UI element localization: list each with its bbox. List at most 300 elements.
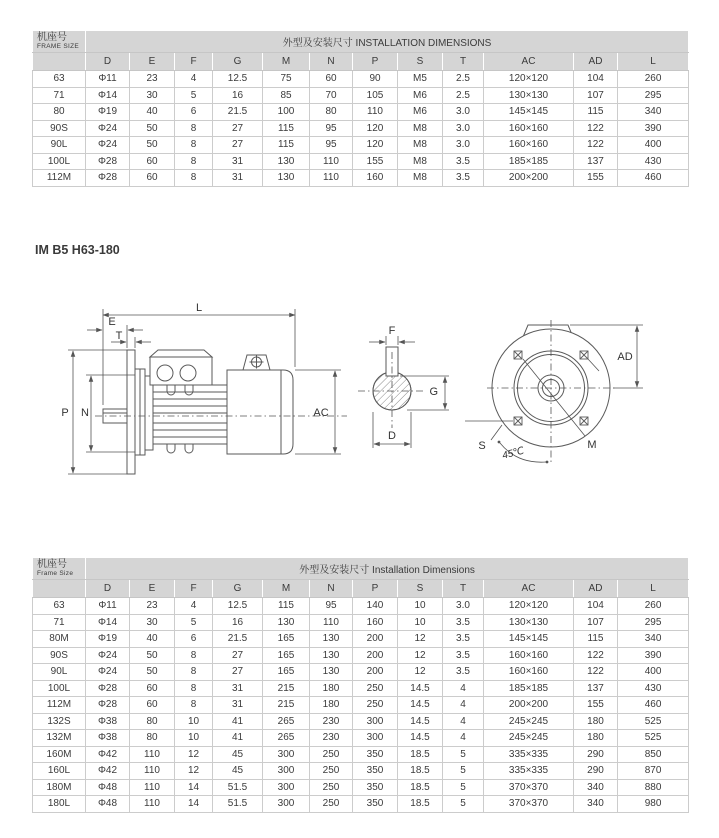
dim-cell: 107 bbox=[574, 87, 618, 104]
dim-cell: 85 bbox=[263, 87, 310, 104]
dim-cell: 12 bbox=[175, 763, 213, 780]
dim-cell: 180 bbox=[310, 697, 353, 714]
dim-cell: 31 bbox=[213, 697, 263, 714]
dim-cell: 80 bbox=[130, 730, 175, 747]
dim-cell: Φ28 bbox=[86, 170, 130, 187]
dim-cell: 45 bbox=[213, 746, 263, 763]
dim-cell: 95 bbox=[310, 598, 353, 615]
dim-cell: 300 bbox=[353, 730, 398, 747]
dim-label-AC: AC bbox=[313, 407, 329, 419]
frame-size-cell: 160L bbox=[33, 763, 86, 780]
dim-cell: 370×370 bbox=[484, 779, 574, 796]
dim-cell: 185×185 bbox=[484, 153, 574, 170]
dim-cell: Φ48 bbox=[86, 796, 130, 813]
dim-cell: 80 bbox=[310, 104, 353, 121]
dim-cell: 12.5 bbox=[213, 598, 263, 615]
dim-cell: 250 bbox=[310, 763, 353, 780]
dim-cell: 60 bbox=[130, 697, 175, 714]
dim-cell: 16 bbox=[213, 614, 263, 631]
dim-cell: 140 bbox=[353, 598, 398, 615]
dim-cell: 145×145 bbox=[484, 631, 574, 648]
dim-cell: 295 bbox=[618, 87, 689, 104]
dim-label-S: S bbox=[478, 440, 486, 452]
dim-cell: 14 bbox=[175, 779, 213, 796]
dim-cell: Φ24 bbox=[86, 664, 130, 681]
dim-cell: Φ28 bbox=[86, 697, 130, 714]
dim-cell: 110 bbox=[310, 614, 353, 631]
table-row bbox=[33, 170, 689, 187]
dim-cell: 31 bbox=[213, 170, 263, 187]
finned-body bbox=[153, 385, 227, 444]
bolt-hole bbox=[514, 417, 522, 425]
dim-cell: 4 bbox=[443, 713, 484, 730]
dim-cell: 870 bbox=[618, 763, 689, 780]
column-header-D: D bbox=[86, 53, 130, 71]
dim-cell: 3.5 bbox=[443, 647, 484, 664]
dim-cell: Φ28 bbox=[86, 680, 130, 697]
dim-cell: 110 bbox=[310, 153, 353, 170]
dim-cell: 290 bbox=[574, 746, 618, 763]
frame-size-cell: 90L bbox=[33, 664, 86, 681]
dim-cell: 10 bbox=[398, 598, 443, 615]
frame-size-cell: 71 bbox=[33, 614, 86, 631]
dim-cell: 31 bbox=[213, 153, 263, 170]
column-header-G: G bbox=[213, 53, 263, 71]
dim-cell: 130 bbox=[310, 664, 353, 681]
dim-cell: 300 bbox=[353, 713, 398, 730]
dim-cell: 5 bbox=[175, 87, 213, 104]
column-header-S: S bbox=[398, 53, 443, 71]
dim-cell: 40 bbox=[130, 631, 175, 648]
frame-size-cell: 90S bbox=[33, 120, 86, 137]
dim-cell: Φ19 bbox=[86, 104, 130, 121]
table-row bbox=[33, 71, 689, 88]
dim-cell: 110 bbox=[310, 170, 353, 187]
table-row bbox=[33, 87, 689, 104]
dim-cell: 115 bbox=[263, 598, 310, 615]
frame-size-header bbox=[33, 31, 86, 53]
table-row bbox=[33, 664, 689, 681]
dim-cell: 60 bbox=[130, 680, 175, 697]
table-row bbox=[33, 763, 689, 780]
dim-cell: 122 bbox=[574, 137, 618, 154]
dim-cell: 155 bbox=[353, 153, 398, 170]
dim-cell: 10 bbox=[175, 730, 213, 747]
dim-cell: 4 bbox=[175, 598, 213, 615]
dimensions-title: 外型及安装尺寸 Installation Dimensions bbox=[86, 558, 689, 580]
dim-cell: 45 bbox=[213, 763, 263, 780]
dim-cell: 340 bbox=[574, 796, 618, 813]
frame-size-header-cn: 机座号 bbox=[37, 558, 67, 570]
dim-cell: 104 bbox=[574, 598, 618, 615]
dim-cell: 14 bbox=[175, 796, 213, 813]
dim-cell: 95 bbox=[310, 137, 353, 154]
dim-label-D: D bbox=[388, 430, 396, 442]
dim-cell: 41 bbox=[213, 713, 263, 730]
dim-cell: 295 bbox=[618, 614, 689, 631]
dim-cell: 525 bbox=[618, 713, 689, 730]
dim-cell: 340 bbox=[618, 631, 689, 648]
dimension-table-bottom bbox=[32, 557, 689, 813]
frame-size-cell: 180L bbox=[33, 796, 86, 813]
dim-cell: 430 bbox=[618, 680, 689, 697]
dim-cell: 8 bbox=[175, 664, 213, 681]
dim-cell: 4 bbox=[443, 730, 484, 747]
dim-cell: 3.0 bbox=[443, 104, 484, 121]
dim-cell: Φ42 bbox=[86, 763, 130, 780]
bolt-hole bbox=[580, 351, 588, 359]
dim-cell: 12 bbox=[398, 664, 443, 681]
dim-cell: 260 bbox=[618, 598, 689, 615]
dim-cell: 200 bbox=[353, 664, 398, 681]
table-row bbox=[33, 614, 689, 631]
frame-size-header-cn: 机座号 bbox=[37, 31, 67, 43]
column-header-L: L bbox=[618, 53, 689, 71]
dim-cell: M6 bbox=[398, 104, 443, 121]
dim-cell: 30 bbox=[130, 614, 175, 631]
dim-cell: 200 bbox=[353, 647, 398, 664]
frame-size-header-en: FRAME SIZE bbox=[37, 42, 80, 50]
column-header-M: M bbox=[263, 53, 310, 71]
dim-cell: 200×200 bbox=[484, 170, 574, 187]
dim-cell: 21.5 bbox=[213, 104, 263, 121]
dim-cell: Φ24 bbox=[86, 120, 130, 137]
dim-cell: Φ11 bbox=[86, 598, 130, 615]
dim-cell: 50 bbox=[130, 647, 175, 664]
table-row bbox=[33, 730, 689, 747]
dim-cell: 115 bbox=[574, 104, 618, 121]
dim-cell: 60 bbox=[130, 170, 175, 187]
dim-cell: 230 bbox=[310, 713, 353, 730]
dim-cell: 130 bbox=[310, 647, 353, 664]
column-header-F: F bbox=[175, 580, 213, 598]
dim-cell: 215 bbox=[263, 697, 310, 714]
table-row bbox=[33, 598, 689, 615]
table-row bbox=[33, 697, 689, 714]
dim-cell: 110 bbox=[130, 746, 175, 763]
dim-cell: M8 bbox=[398, 170, 443, 187]
dim-cell: 137 bbox=[574, 680, 618, 697]
dim-cell: 137 bbox=[574, 153, 618, 170]
dim-cell: 122 bbox=[574, 647, 618, 664]
frame-size-cell: 132M bbox=[33, 730, 86, 747]
dim-cell: 850 bbox=[618, 746, 689, 763]
dim-cell: 110 bbox=[130, 779, 175, 796]
dim-cell: 115 bbox=[263, 137, 310, 154]
table-row bbox=[33, 647, 689, 664]
dim-label-M: M bbox=[587, 439, 597, 451]
dim-cell: Φ11 bbox=[86, 71, 130, 88]
frame-size-cell: 100L bbox=[33, 680, 86, 697]
dim-cell: 400 bbox=[618, 664, 689, 681]
dim-cell: 27 bbox=[213, 664, 263, 681]
side-view bbox=[103, 350, 293, 474]
dim-cell: 180 bbox=[310, 680, 353, 697]
column-header-L: L bbox=[618, 580, 689, 598]
dim-cell: 290 bbox=[574, 763, 618, 780]
frame-size-cell: 63 bbox=[33, 598, 86, 615]
dim-cell: 8 bbox=[175, 120, 213, 137]
table-row bbox=[33, 779, 689, 796]
column-header-S: S bbox=[398, 580, 443, 598]
frame-size-cell: 132S bbox=[33, 713, 86, 730]
dim-cell: 41 bbox=[213, 730, 263, 747]
column-header-AD: AD bbox=[574, 580, 618, 598]
dim-cell: Φ14 bbox=[86, 614, 130, 631]
dim-cell: 31 bbox=[213, 680, 263, 697]
dim-cell: 107 bbox=[574, 614, 618, 631]
dim-cell: 6 bbox=[175, 104, 213, 121]
dim-cell: 165 bbox=[263, 647, 310, 664]
dim-cell: 8 bbox=[175, 647, 213, 664]
dim-cell: 104 bbox=[574, 71, 618, 88]
dim-cell: 350 bbox=[353, 763, 398, 780]
dim-cell: 120×120 bbox=[484, 598, 574, 615]
dim-cell: M5 bbox=[398, 71, 443, 88]
dim-cell: 185×185 bbox=[484, 680, 574, 697]
section-title: IM B5 H63-180 bbox=[35, 243, 120, 257]
dim-cell: 200×200 bbox=[484, 697, 574, 714]
dim-cell: 250 bbox=[310, 779, 353, 796]
dim-cell: 40 bbox=[130, 104, 175, 121]
frame-size-cell: 90L bbox=[33, 137, 86, 154]
dim-label-L: L bbox=[195, 302, 203, 314]
flange-view bbox=[492, 325, 610, 447]
dim-cell: 160×160 bbox=[484, 137, 574, 154]
dim-cell: 100 bbox=[263, 104, 310, 121]
column-header-AC: AC bbox=[484, 580, 574, 598]
dim-cell: 51.5 bbox=[213, 796, 263, 813]
dim-cell: Φ38 bbox=[86, 730, 130, 747]
dim-cell: 21.5 bbox=[213, 631, 263, 648]
dim-cell: 245×245 bbox=[484, 730, 574, 747]
column-header-N: N bbox=[310, 53, 353, 71]
dim-cell: 80 bbox=[130, 713, 175, 730]
dim-cell: 4 bbox=[175, 71, 213, 88]
column-header-E: E bbox=[130, 580, 175, 598]
dim-cell: 120×120 bbox=[484, 71, 574, 88]
dim-cell: 14.5 bbox=[398, 713, 443, 730]
dim-cell: 155 bbox=[574, 170, 618, 187]
dim-cell: Φ24 bbox=[86, 137, 130, 154]
front-bracket bbox=[145, 376, 153, 450]
dim-cell: 27 bbox=[213, 137, 263, 154]
dim-cell: 370×370 bbox=[484, 796, 574, 813]
dim-cell: 50 bbox=[130, 120, 175, 137]
table-row bbox=[33, 104, 689, 121]
dim-cell: 180 bbox=[574, 730, 618, 747]
frame-size-cell: 80M bbox=[33, 631, 86, 648]
dim-cell: 460 bbox=[618, 170, 689, 187]
dim-cell: 145×145 bbox=[484, 104, 574, 121]
blank-header-cell bbox=[33, 580, 86, 598]
dim-cell: 27 bbox=[213, 120, 263, 137]
dim-cell: 8 bbox=[175, 153, 213, 170]
dim-cell: 115 bbox=[263, 120, 310, 137]
column-header-P: P bbox=[353, 580, 398, 598]
dim-cell: 300 bbox=[263, 779, 310, 796]
dim-cell: 95 bbox=[310, 120, 353, 137]
dim-cell: 5 bbox=[443, 746, 484, 763]
dim-cell: 51.5 bbox=[213, 779, 263, 796]
dim-cell: 50 bbox=[130, 137, 175, 154]
dim-cell: 250 bbox=[353, 680, 398, 697]
dim-cell: 12.5 bbox=[213, 71, 263, 88]
flange-plate bbox=[127, 350, 135, 474]
dim-cell: 50 bbox=[130, 664, 175, 681]
dim-cell: 110 bbox=[130, 796, 175, 813]
frame-size-cell: 160M bbox=[33, 746, 86, 763]
column-header-T: T bbox=[443, 53, 484, 71]
dim-cell: 165 bbox=[263, 631, 310, 648]
table-row bbox=[33, 137, 689, 154]
frame-size-cell: 90S bbox=[33, 647, 86, 664]
dim-cell: Φ42 bbox=[86, 746, 130, 763]
table-row bbox=[33, 631, 689, 648]
dim-cell: 245×245 bbox=[484, 713, 574, 730]
frame-size-cell: 180M bbox=[33, 779, 86, 796]
dim-cell: 350 bbox=[353, 796, 398, 813]
column-header-AD: AD bbox=[574, 53, 618, 71]
column-header-D: D bbox=[86, 580, 130, 598]
frame-size-cell: 63 bbox=[33, 71, 86, 88]
dim-cell: 160×160 bbox=[484, 647, 574, 664]
dim-cell: Φ48 bbox=[86, 779, 130, 796]
dim-cell: 2.5 bbox=[443, 71, 484, 88]
dim-cell: 18.5 bbox=[398, 763, 443, 780]
dim-cell: Φ14 bbox=[86, 87, 130, 104]
dim-cell: 260 bbox=[618, 71, 689, 88]
dim-cell: 200 bbox=[353, 631, 398, 648]
dim-cell: 3.0 bbox=[443, 598, 484, 615]
dim-cell: Φ19 bbox=[86, 631, 130, 648]
dim-cell: 90 bbox=[353, 71, 398, 88]
table-row bbox=[33, 153, 689, 170]
dim-label-G: G bbox=[429, 386, 438, 398]
dim-cell: M8 bbox=[398, 120, 443, 137]
dim-cell: 880 bbox=[618, 779, 689, 796]
dim-cell: 5 bbox=[443, 796, 484, 813]
dim-cell: 340 bbox=[574, 779, 618, 796]
column-header-N: N bbox=[310, 580, 353, 598]
column-header-G: G bbox=[213, 580, 263, 598]
dimension-table-top bbox=[32, 30, 689, 187]
dim-cell: 130 bbox=[263, 614, 310, 631]
dim-cell: 3.0 bbox=[443, 137, 484, 154]
dim-cell: 8 bbox=[175, 137, 213, 154]
dim-cell: 165 bbox=[263, 664, 310, 681]
dim-cell: 122 bbox=[574, 120, 618, 137]
dim-cell: 460 bbox=[618, 697, 689, 714]
cable-gland bbox=[180, 365, 196, 381]
dim-cell: 110 bbox=[130, 763, 175, 780]
dim-cell: 350 bbox=[353, 779, 398, 796]
dim-cell: 430 bbox=[618, 153, 689, 170]
tie-bolt-boss bbox=[167, 444, 175, 453]
dim-cell: 5 bbox=[175, 614, 213, 631]
column-header-AC: AC bbox=[484, 53, 574, 71]
dim-cell: 12 bbox=[398, 631, 443, 648]
dim-cell: 130×130 bbox=[484, 87, 574, 104]
dim-label-T: T bbox=[115, 330, 123, 342]
dim-cell: Φ28 bbox=[86, 153, 130, 170]
dim-cell: M8 bbox=[398, 137, 443, 154]
dim-label-E: E bbox=[108, 316, 116, 328]
dim-cell: 250 bbox=[310, 796, 353, 813]
dim-cell: 14.5 bbox=[398, 680, 443, 697]
dim-cell: 250 bbox=[353, 697, 398, 714]
table-row bbox=[33, 746, 689, 763]
dim-cell: 3.5 bbox=[443, 170, 484, 187]
dim-cell: M6 bbox=[398, 87, 443, 104]
dim-cell: 2.5 bbox=[443, 87, 484, 104]
dim-cell: 18.5 bbox=[398, 779, 443, 796]
angle-label: 45℃ bbox=[501, 445, 526, 462]
dim-cell: 110 bbox=[353, 104, 398, 121]
dim-cell: 5 bbox=[443, 779, 484, 796]
dim-cell: 3.5 bbox=[443, 153, 484, 170]
table-row bbox=[33, 120, 689, 137]
dim-label-AD: AD bbox=[617, 351, 633, 363]
dim-cell: Φ24 bbox=[86, 647, 130, 664]
dim-cell: 155 bbox=[574, 697, 618, 714]
column-header-E: E bbox=[130, 53, 175, 71]
dim-cell: 23 bbox=[130, 598, 175, 615]
terminal-box-lid bbox=[150, 350, 212, 357]
dim-cell: 3.5 bbox=[443, 614, 484, 631]
table-row bbox=[33, 796, 689, 813]
dim-cell: M8 bbox=[398, 153, 443, 170]
cable-gland bbox=[157, 365, 173, 381]
blank-header-cell bbox=[33, 53, 86, 71]
dim-cell: 390 bbox=[618, 120, 689, 137]
dim-cell: 10 bbox=[398, 614, 443, 631]
dim-cell: 120 bbox=[353, 120, 398, 137]
dim-label-F: F bbox=[388, 325, 396, 337]
dim-cell: 340 bbox=[618, 104, 689, 121]
dim-label-N: N bbox=[81, 407, 89, 419]
rear-housing bbox=[227, 370, 293, 454]
dim-cell: 115 bbox=[574, 631, 618, 648]
dim-cell: 18.5 bbox=[398, 746, 443, 763]
dim-cell: Φ38 bbox=[86, 713, 130, 730]
dim-cell: 18.5 bbox=[398, 796, 443, 813]
dim-cell: 335×335 bbox=[484, 746, 574, 763]
dim-cell: 60 bbox=[130, 153, 175, 170]
dim-cell: 230 bbox=[310, 730, 353, 747]
dim-cell: 130×130 bbox=[484, 614, 574, 631]
column-header-P: P bbox=[353, 53, 398, 71]
frame-size-header-en: Frame Size bbox=[37, 569, 74, 577]
dim-cell: 160 bbox=[353, 614, 398, 631]
dim-cell: 120 bbox=[353, 137, 398, 154]
dim-cell: 3.0 bbox=[443, 120, 484, 137]
dim-cell: 4 bbox=[443, 697, 484, 714]
dim-cell: 130 bbox=[310, 631, 353, 648]
dim-cell: 160×160 bbox=[484, 664, 574, 681]
dim-cell: 105 bbox=[353, 87, 398, 104]
dim-cell: 980 bbox=[618, 796, 689, 813]
dim-cell: 6 bbox=[175, 631, 213, 648]
dim-cell: 300 bbox=[263, 796, 310, 813]
dim-cell: 16 bbox=[213, 87, 263, 104]
bolt-hole bbox=[580, 417, 588, 425]
dim-cell: 75 bbox=[263, 71, 310, 88]
dim-cell: 14.5 bbox=[398, 730, 443, 747]
dim-cell: 10 bbox=[175, 713, 213, 730]
dim-cell: 8 bbox=[175, 170, 213, 187]
dim-cell: 60 bbox=[310, 71, 353, 88]
